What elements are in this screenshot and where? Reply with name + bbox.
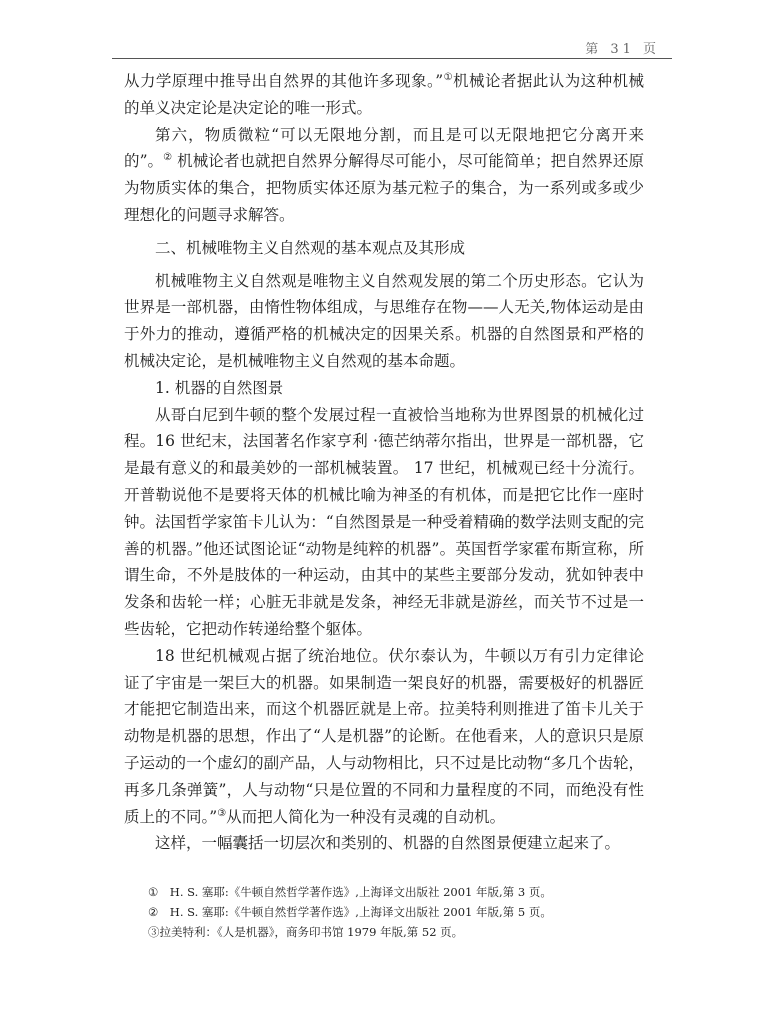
footnote-1: ① H. S. 塞耶:《牛顿自然哲学著作选》,上海译文出版社 2001 年版,第 3 页。 [148, 885, 552, 899]
paragraph-6: 这样，一幅囊括一切层次和类别的、机器的自然图景便建立起来了。 [155, 834, 621, 853]
section-heading: 二、机械唯物主义自然观的基本观点及其形成 [155, 238, 466, 257]
paragraph-4: 从哥白尼到牛顿的整个发展过程一直被恰当地称为世界图景的机械化过程。16 世纪末，法国著名作家亨利 ·德芒纳蒂尔指出，世界是一部机器，它是最有意义的和最美妙的一部机械装置。 17 世纪，机械观已经十分流行。开普勒说他不是要将天体的机械比喻为神圣的有机体，而是把它比作一座时钟。法国哲学家笛卡儿认为：“自然图景是一种受着精确的数学法则支配的完善的机器。”他还试图论证“动物是纯粹的机器”。英国哲学家霍布斯宣称，所谓生命，不外是肢体的一种运动，由其中的某些主要部分发动，犹如钟表中发条和齿轮一样；心脏无非就是发条，神经无非就是游丝，而关节不过是一些齿轮，它把动作转递给整个躯体。 [124, 405, 644, 638]
footnote-ref-3: ③ [217, 807, 227, 819]
footnotes [148, 882, 628, 942]
paragraph-1: 从力学原理中推导出自然界的其他许多现象。”①机械论者据此认为这种机械的单义决定论是决定论的唯一形式。 [124, 71, 644, 117]
paragraph-2: 第六，物质微粒“可以无限地分割，而且是可以无限地把它分离开来的”。② 机械论者也就把自然界分解得尽可能小，尽可能简单；把自然界还原为物质实体的集合，把物质实体还原为基元粒子的集合，为一系列或多或少理想化的问题寻求解答。 [124, 125, 644, 224]
subsection-heading: 1. 机器的自然图景 [155, 378, 284, 397]
footnote-ref-2: ② [163, 152, 173, 164]
body-text [124, 68, 644, 857]
page-header [112, 36, 672, 59]
footnote-ref-1: ① [443, 71, 454, 83]
footnote-2: ② H. S. 塞耶:《牛顿自然哲学著作选》,上海译文出版社 2001 年版,第 5 页。 [148, 905, 552, 919]
page-number: 第 31 页 [585, 42, 660, 57]
paragraph-3: 机械唯物主义自然观是唯物主义自然观发展的第二个历史形态。它认为世界是一部机器，由惰性物体组成，与思维存在物——人无关,物体运动是由于外力的推动，遵循严格的机械决定的因果关系。机器的自然图景和严格的机械决定论，是机械唯物主义自然观的基本命题。 [124, 271, 644, 370]
footnote-3: ③拉美特利：《人是机器》，商务印书馆 1979 年版,第 52 页。 [148, 925, 464, 939]
paragraph-5: 18 世纪机械观占据了统治地位。伏尔泰认为，牛顿以万有引力定律论证了宇宙是一架巨大的机器。如果制造一架良好的机器，需要极好的机器匠才能把它制造出来，而这个机器匠就是上帝。拉美特利则推进了笛卡儿关于动物是机器的思想，作出了“人是机器”的论断。在他看来，人的意识只是原子运动的一个虚幻的副产品，人与动物相比，只不过是比动物“多几个齿轮，再多几条弹簧”，人与动物“只是位置的不同和力量程度的不同，而绝没有性质上的不同。”③从而把人简化为一种没有灵魂的自动机。 [124, 646, 644, 826]
